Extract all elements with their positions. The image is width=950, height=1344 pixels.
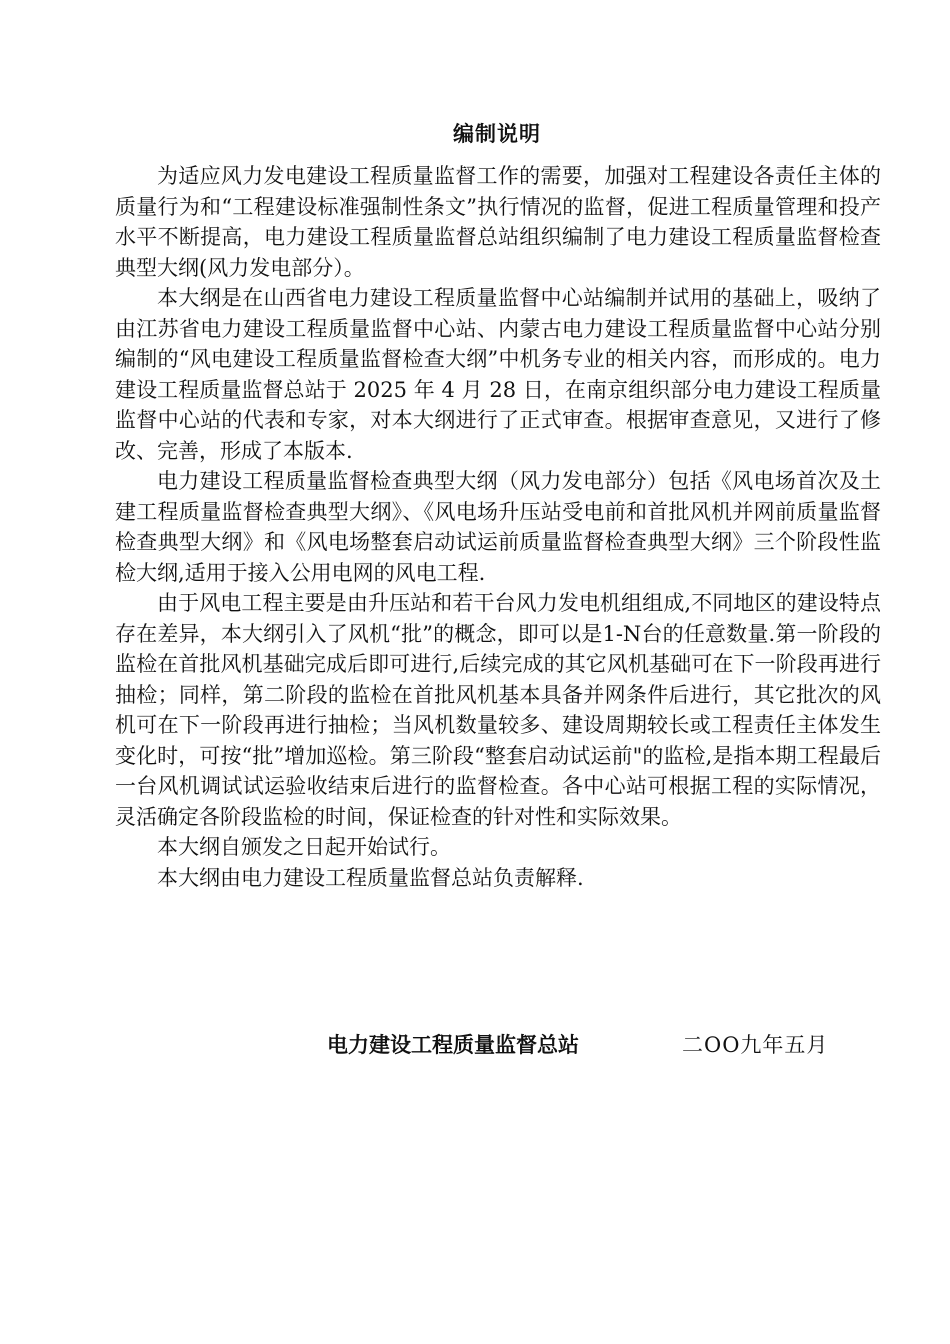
paragraph-background: 本大纲是在山西省电力建设工程质量监督中心站编制并试用的基础上，吸纳了由江苏省电力建设工程质量监督中心站、内蒙古电力建设工程质量监督中心站分别编制的“风电建设工程质量监督检查大纲”中机务专业的相关内容，而形成的。电力建设工程质量监督总站于 2025 年 4 月 28 日，在南京组织部分电力建设工程质量监督中心站的代表和专家，对本大纲进行了正式审查。根据审查意见，又进行了修改、完善，形成了本版本. [115,286,881,463]
signature-organization: 电力建设工程质量监督总站 [327,1032,579,1057]
document-body [115,161,881,893]
paragraph-interpretation: 本大纲由电力建设工程质量监督总站负责解释. [157,865,584,890]
paragraph-scope: 电力建设工程质量监督检查典型大纲（风力发电部分）包括《风电场首次及土建工程质量监督检查典型大纲》、《风电场升压站受电前和首批风机并网前质量监督检查典型大纲》和《风电场整套启动试运前质量监督检查典型大纲》三个阶段性监检大纲,适用于接入公用电网的风电工程. [115,469,881,585]
paragraph-purpose: 为适应风力发电建设工程质量监督工作的需要，加强对工程建设各责任主体的质量行为和“工程建设标准强制性条文”执行情况的监督，促进工程质量管理和投产水平不断提高，电力建设工程质量监督总站组织编制了电力建设工程质量监督检查典型大纲(风力发电部分）。 [115,164,881,280]
paragraph-effective-date: 本大纲自颁发之日起开始试行。 [157,835,451,859]
document-title: 编制说明 [453,121,541,146]
paragraph-batch-concept: 由于风电工程主要是由升压站和若干台风力发电机组组成,不同地区的建设特点存在差异，本大纲引入了风机“批”的概念，即可以是1-N台的任意数量.第一阶段的监检在首批风机基础完成后即可进行,后续完成的其它风机基础可在下一阶段再进行抽检；同样，第二阶段的监检在首批风机基本具备并网条件后进行，其它批次的风机可在下一阶段再进行抽检；当风机数量较多、建设周期较长或工程责任主体发生变化时，可按“批”增加巡检。第三阶段“整套启动试运前"的监检,是指本期工程最后一台风机调试试运验收结束后进行的监督检查。各中心站可根据工程的实际情况，灵活确定各阶段监检的时间，保证检查的针对性和实际效果。 [115,591,881,829]
signature-date: 二OO九年五月 [682,1033,829,1057]
signature-block [327,1029,867,1061]
